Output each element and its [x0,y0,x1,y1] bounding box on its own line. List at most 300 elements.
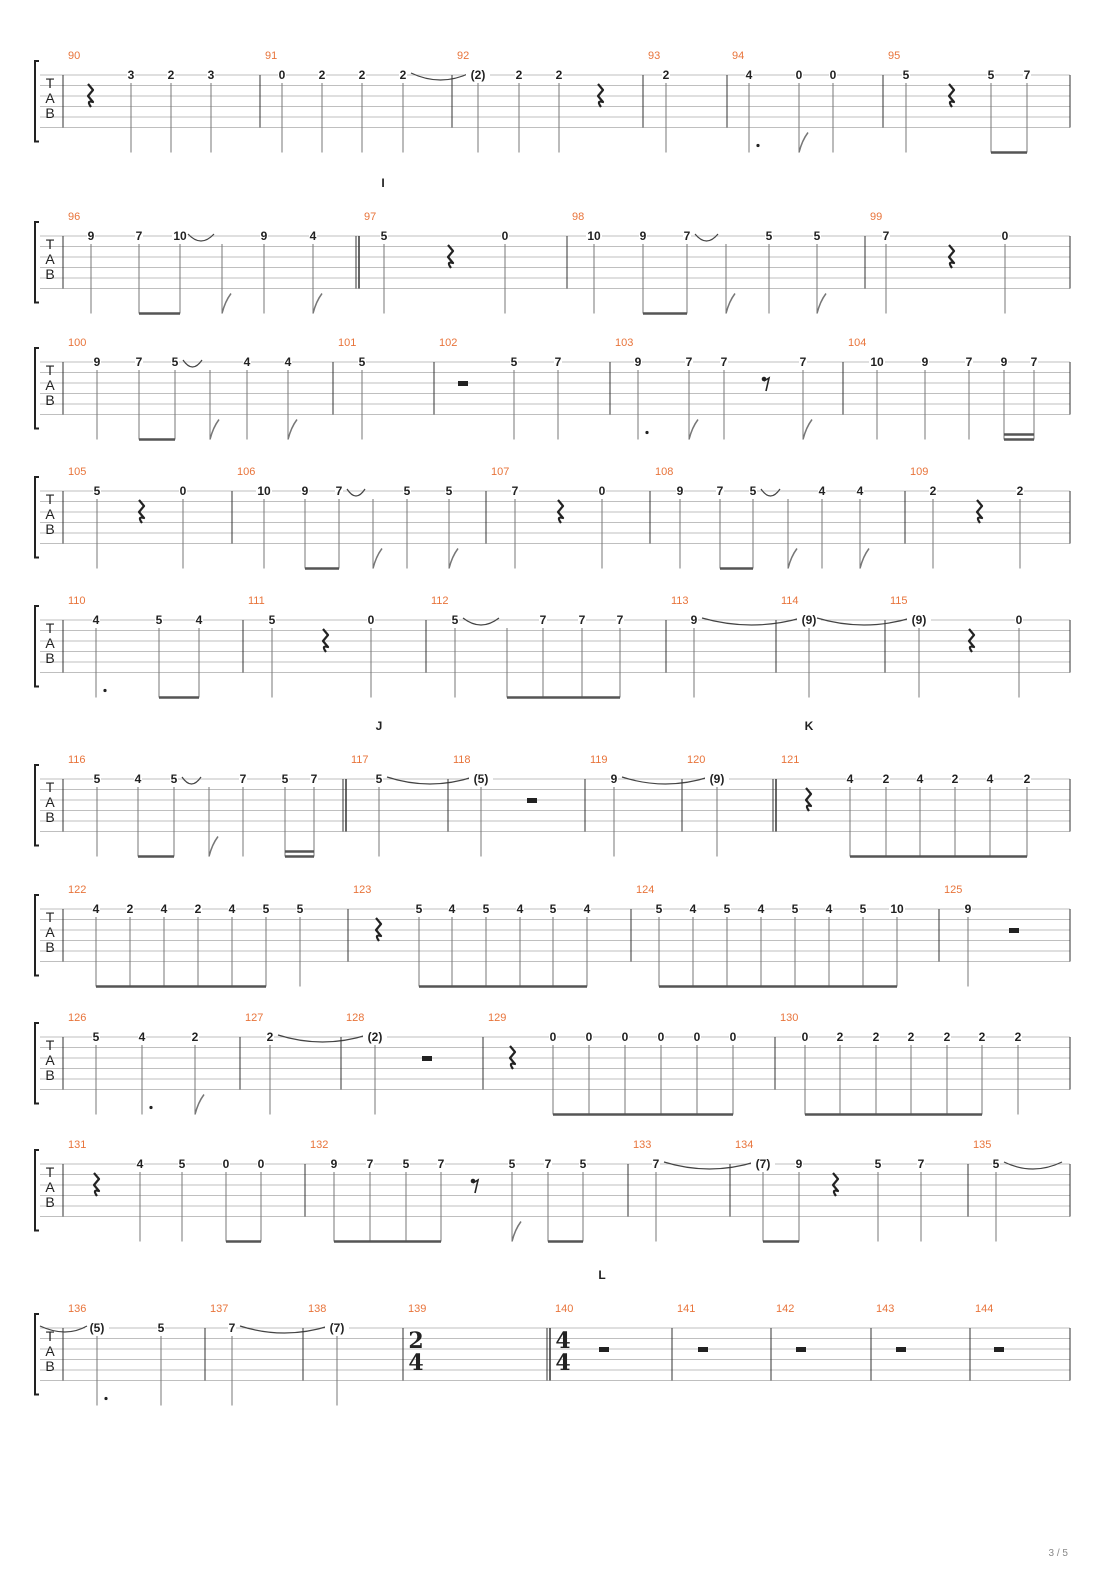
fret-number: 7 [652,1157,660,1171]
note-flag [799,133,808,153]
tab-system [35,1150,1070,1231]
fret-number: 4 [309,229,317,243]
fret-number: 2 [907,1030,915,1044]
system-bracket [35,1023,39,1104]
fret-number: 0 [795,68,803,82]
system-bracket [35,1314,39,1395]
fret-number: (2) [470,68,486,82]
fret-number: 7 [1023,68,1031,82]
fret-number: 5 [579,1157,587,1171]
fret-number: 4 [745,68,753,82]
fret-number: 10 [257,484,271,498]
fret-number: 4 [825,902,833,916]
note-flag [803,420,812,440]
note-flag [512,1222,521,1242]
fret-number: 5 [987,68,995,82]
tab-clef-letter: T [45,75,55,91]
note-flag [788,549,797,569]
system-bracket [35,895,39,976]
fret-number: 4 [195,613,203,627]
fret-number: 2 [1023,772,1031,786]
measure-number: 92 [457,50,470,62]
fret-number: 2 [266,1030,274,1044]
fret-number: 4 [916,772,924,786]
quarter-rest [139,500,144,523]
fret-number: 7 [882,229,890,243]
half-rest [599,1347,609,1352]
fret-number: 7 [335,484,343,498]
fret-number: 5 [723,902,731,916]
tie-arc [182,777,201,784]
tab-clef-letter: B [45,392,55,408]
fret-number: 5 [749,484,757,498]
fret-number: 5 [170,772,178,786]
measure-number: 136 [68,1303,87,1315]
note-flag [817,294,826,314]
fret-number: 4 [986,772,994,786]
fret-number: 5 [482,902,490,916]
fret-number: 5 [375,772,383,786]
fret-number: 7 [437,1157,445,1171]
fret-number: 9 [634,355,642,369]
tab-clef-letter: A [45,506,55,522]
fret-number: 7 [539,613,547,627]
fret-number: 2 [836,1030,844,1044]
measure-number: 102 [439,337,458,349]
measure-number: 120 [687,754,706,766]
fret-number: 0 [598,484,606,498]
section-marker: J [375,719,383,733]
fret-number: 2 [1014,1030,1022,1044]
quarter-rest [977,500,982,523]
tab-clef-letter: T [45,236,55,252]
tab-clef-letter: A [45,377,55,393]
fret-number: 0 [801,1030,809,1044]
tab-clef-letter: A [45,1343,55,1359]
fret-number: 2 [318,68,326,82]
fret-number: 9 [964,902,972,916]
fret-number: 7 [917,1157,925,1171]
fret-number: 5 [813,229,821,243]
system-bracket [35,765,39,846]
tab-clef-letter: A [45,794,55,810]
fret-number: 7 [965,355,973,369]
measure-number: 124 [636,884,655,896]
measure-number: 126 [68,1012,87,1024]
measure-number: 125 [944,884,963,896]
measure-number: 99 [870,211,883,223]
tie-arc [387,777,473,784]
fret-number: 2 [358,68,366,82]
measure-number: 112 [431,595,449,607]
quarter-rest [88,84,93,107]
duration-dot [645,431,648,434]
fret-number: 7 [578,613,586,627]
duration-dot [103,689,106,692]
fret-number: 5 [380,229,388,243]
measure-number: 119 [590,754,608,766]
fret-number: 7 [683,229,691,243]
tie-arc [1004,1162,1062,1169]
fret-number: 7 [135,229,143,243]
fret-number: 2 [126,902,134,916]
fret-number: 0 [585,1030,593,1044]
measure-number: 127 [245,1012,264,1024]
fret-number: 0 [1001,229,1009,243]
fret-number: 7 [1030,355,1038,369]
note-flag [860,549,869,569]
tie-arc [817,618,911,625]
fret-number: 5 [296,902,304,916]
measure-number: 115 [890,595,908,607]
fret-number: 0 [222,1157,230,1171]
system-bracket [35,222,39,303]
fret-number: 7 [239,772,247,786]
fret-number: 9 [87,229,95,243]
half-rest [698,1347,708,1352]
note-flag [373,549,382,569]
tie-arc [664,1162,755,1169]
tie-arc [622,777,709,784]
measure-number: 117 [351,754,369,766]
measure-number: 111 [248,595,265,607]
measure-number: 142 [776,1303,795,1315]
fret-number: 5 [268,613,276,627]
fret-number: 0 [367,613,375,627]
tab-clef-letter: T [45,491,55,507]
fret-number: 4 [92,902,100,916]
half-rest [1009,928,1019,933]
eighth-rest [471,1179,478,1193]
fret-number: 7 [799,355,807,369]
fret-number: 5 [171,355,179,369]
fret-number: 2 [929,484,937,498]
system-bracket [35,61,39,142]
note-flag [689,420,698,440]
fret-number: (5) [473,772,489,786]
tab-clef-letter: B [45,939,55,955]
note-flag [222,294,231,314]
fret-number: 10 [587,229,601,243]
tie-arc [183,360,202,367]
fret-number: 4 [757,902,765,916]
fret-number: (7) [329,1321,345,1335]
quarter-rest [806,788,811,811]
measure-number: 100 [68,337,87,349]
half-rest [796,1347,806,1352]
tab-system [35,61,1070,142]
section-marker: I [381,176,385,190]
fret-number: (2) [367,1030,383,1044]
quarter-rest [969,629,974,652]
measure-number: 140 [555,1303,574,1315]
note-flag [313,294,322,314]
measure-number: 122 [68,884,87,896]
fret-number: 5 [765,229,773,243]
note-flag [449,549,458,569]
fret-number: 4 [516,902,524,916]
measure-number: 139 [408,1303,427,1315]
fret-number: (9) [709,772,725,786]
page-number: 3 / 5 [1048,1548,1068,1559]
fret-number: 9 [301,484,309,498]
fret-number: 7 [720,355,728,369]
fret-number: 4 [160,902,168,916]
measure-number: 143 [876,1303,895,1315]
fret-number: 5 [549,902,557,916]
fret-number: 5 [874,1157,882,1171]
fret-number: 0 [179,484,187,498]
tie-arc [463,618,499,625]
measure-number: 121 [781,754,800,766]
fret-number: 5 [992,1157,1000,1171]
tab-clef-letter: B [45,266,55,282]
tab-clef-letter: B [45,521,55,537]
time-signature-top: 4 [555,1328,571,1354]
fret-number: 0 [549,1030,557,1044]
fret-number: 9 [921,355,929,369]
measure-number: 132 [310,1139,329,1151]
tab-clef-letter: B [45,650,55,666]
half-rest [994,1347,1004,1352]
measure-number: 96 [68,211,81,223]
measure-number: 94 [732,50,745,62]
measure-number: 116 [68,754,86,766]
measure-number: 131 [68,1139,87,1151]
quarter-rest [558,500,563,523]
tab-clef-letter: A [45,635,55,651]
fret-number: 5 [451,613,459,627]
fret-number: 4 [138,1030,146,1044]
measure-number: 107 [491,466,510,478]
tie-arc [347,489,365,496]
tab-clef-letter: B [45,105,55,121]
system-bracket [35,1150,39,1231]
tab-clef-letter: T [45,362,55,378]
tie-arc [761,489,780,496]
tab-system [35,1314,1070,1395]
fret-number: 3 [127,68,135,82]
measure-number: 129 [488,1012,507,1024]
measure-number: 98 [572,211,585,223]
fret-number: 4 [243,355,251,369]
fret-number: 7 [135,355,143,369]
tab-clef-letter: A [45,924,55,940]
measure-number: 90 [68,50,81,62]
system-bracket [35,348,39,429]
fret-number: (9) [801,613,817,627]
quarter-rest [448,245,453,268]
fret-number: 9 [690,613,698,627]
fret-number: 5 [178,1157,186,1171]
fret-number: 7 [544,1157,552,1171]
quarter-rest [323,629,328,652]
tab-system [35,348,1070,429]
tab-clef-letter: T [45,1164,55,1180]
fret-number: (7) [755,1157,771,1171]
fret-number: 2 [978,1030,986,1044]
fret-number: 0 [729,1030,737,1044]
measure-number: 135 [973,1139,992,1151]
fret-number: 5 [508,1157,516,1171]
note-flag [209,837,218,857]
fret-number: 2 [555,68,563,82]
fret-number: 2 [399,68,407,82]
quarter-rest [376,918,381,941]
fret-number: 5 [859,902,867,916]
fret-number: 5 [791,902,799,916]
fret-number: 5 [262,902,270,916]
fret-number: 10 [890,902,904,916]
tie-arc [278,1035,367,1042]
system-bracket [35,606,39,687]
measure-number: 110 [68,595,86,607]
fret-number: 7 [511,484,519,498]
tab-system [35,477,1070,558]
measure-number: 108 [655,466,674,478]
half-rest [422,1056,432,1061]
fret-number: 7 [366,1157,374,1171]
tab-system [35,222,1070,303]
half-rest [458,381,468,386]
fret-number: 2 [167,68,175,82]
fret-number: 0 [278,68,286,82]
measure-number: 128 [346,1012,365,1024]
measure-number: 101 [338,337,357,349]
fret-number: 9 [795,1157,803,1171]
fret-number: 7 [228,1321,236,1335]
measure-number: 109 [910,466,929,478]
section-marker: K [804,719,814,733]
tie-arc [240,1326,329,1333]
fret-number: 4 [583,902,591,916]
quarter-rest [598,84,603,107]
tie-arc [188,234,214,241]
fret-number: (9) [911,613,927,627]
fret-number: 7 [616,613,624,627]
measure-number: 114 [781,595,799,607]
system-bracket [35,477,39,558]
tab-clef-letter: A [45,1052,55,1068]
fret-number: 4 [136,1157,144,1171]
measure-number: 95 [888,50,901,62]
fret-number: 2 [662,68,670,82]
quarter-rest [949,245,954,268]
measure-number: 144 [975,1303,994,1315]
fret-number: 2 [1016,484,1024,498]
fret-number: 10 [870,355,884,369]
time-signature-bottom: 4 [555,1350,571,1376]
time-signature-top: 2 [408,1328,424,1354]
measure-number: 104 [848,337,867,349]
measure-number: 137 [210,1303,229,1315]
tab-clef-letter: B [45,1194,55,1210]
measure-number: 123 [353,884,372,896]
fret-number: 2 [882,772,890,786]
measure-number: 133 [633,1139,652,1151]
tab-clef-letter: T [45,620,55,636]
fret-number: 2 [872,1030,880,1044]
half-rest [896,1347,906,1352]
fret-number: 5 [902,68,910,82]
tie-arc [411,73,470,80]
fret-number: 5 [403,484,411,498]
fret-number: 0 [621,1030,629,1044]
measure-number: 141 [677,1303,696,1315]
fret-number: 0 [1015,613,1023,627]
tab-clef-letter: B [45,1358,55,1374]
fret-number: 5 [655,902,663,916]
fret-number: 5 [92,1030,100,1044]
fret-number: 4 [92,613,100,627]
fret-number: 2 [951,772,959,786]
fret-number: 0 [501,229,509,243]
measure-number: 113 [671,595,689,607]
fret-number: 5 [415,902,423,916]
fret-number: 5 [93,484,101,498]
quarter-rest [510,1046,515,1069]
tab-clef-letter: T [45,1037,55,1053]
fret-number: (5) [89,1321,105,1335]
tab-clef-letter: B [45,1067,55,1083]
fret-number: 3 [207,68,215,82]
measure-number: 106 [237,466,256,478]
fret-number: 2 [515,68,523,82]
fret-number: 9 [1000,355,1008,369]
quarter-rest [94,1173,99,1196]
half-rest [527,798,537,803]
fret-number: 7 [310,772,318,786]
eighth-rest [762,377,769,391]
fret-number: 2 [191,1030,199,1044]
measure-number: 93 [648,50,661,62]
measure-number: 91 [265,50,278,62]
measure-number: 130 [780,1012,799,1024]
fret-number: 2 [194,902,202,916]
fret-number: 0 [693,1030,701,1044]
note-flag [726,294,735,314]
fret-number: 4 [846,772,854,786]
fret-number: 0 [829,68,837,82]
fret-number: 5 [358,355,366,369]
fret-number: 9 [639,229,647,243]
fret-number: 7 [685,355,693,369]
fret-number: 9 [676,484,684,498]
fret-number: 10 [173,229,187,243]
duration-dot [756,144,759,147]
tab-clef-letter: A [45,90,55,106]
fret-number: 5 [157,1321,165,1335]
fret-number: 5 [445,484,453,498]
tab-clef-letter: T [45,1328,55,1344]
fret-number: 5 [155,613,163,627]
quarter-rest [833,1173,838,1196]
tab-clef-letter: T [45,909,55,925]
measure-number: 103 [615,337,634,349]
tie-arc [702,618,801,625]
fret-number: 4 [818,484,826,498]
quarter-rest [949,84,954,107]
fret-number: 4 [284,355,292,369]
fret-number: 4 [134,772,142,786]
fret-number: 0 [657,1030,665,1044]
fret-number: 5 [402,1157,410,1171]
fret-number: 4 [448,902,456,916]
fret-number: 4 [228,902,236,916]
tab-clef-letter: A [45,251,55,267]
fret-number: 9 [330,1157,338,1171]
fret-number: 7 [554,355,562,369]
